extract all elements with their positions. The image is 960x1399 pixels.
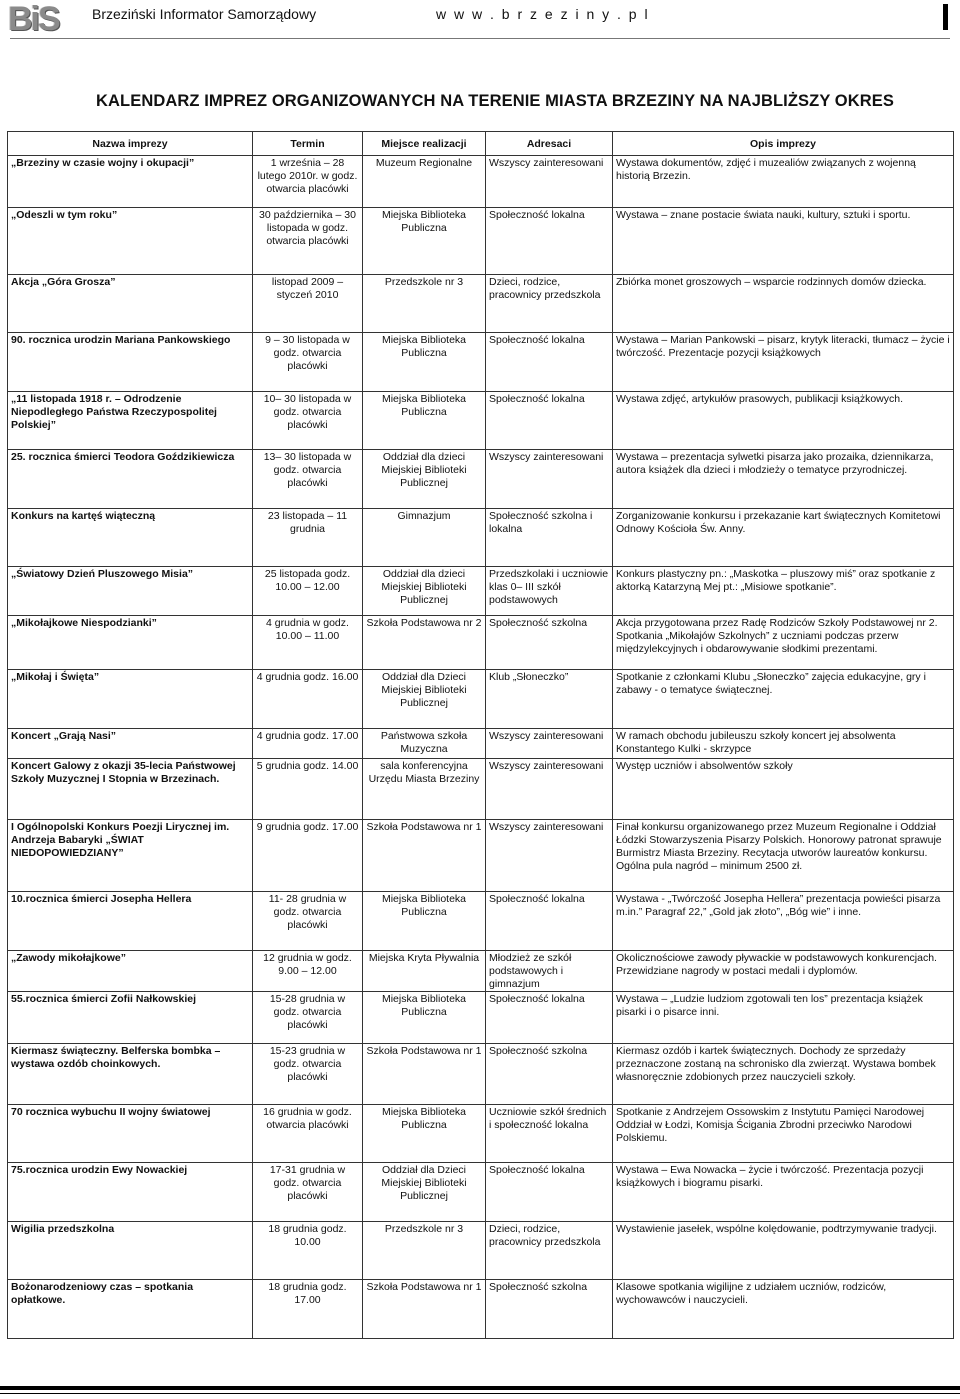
table-row [8, 275, 954, 333]
cell-name: „Mikołajkowe Niespodzianki” [8, 615, 253, 669]
site-url[interactable]: w w w . b r z e z i n y . p l [436, 6, 650, 22]
cell-name: Kiermasz świąteczny. Belferska bombka – wystawa ozdób choinkowych. [8, 1044, 253, 1105]
cell-name: Koncert „Grają Nasi” [8, 728, 253, 758]
cell-name: Bożonarodzeniowy czas – spotkania opłatkowe. [8, 1280, 253, 1339]
cell-name: „Brzeziny w czasie wojny i okupacji” [8, 156, 253, 208]
cell-desc: Wystawa dokumentów, zdjęć i muzealiów związanych z wojenną historią Brzezin. [613, 156, 954, 208]
cell-term: 23 listopada – 11 grudnia [253, 508, 363, 566]
table-row [8, 728, 954, 758]
table-row [8, 508, 954, 566]
table-row [8, 1163, 954, 1221]
footer-rule-thin [0, 1393, 960, 1394]
cell-who: Społeczność lokalna [486, 333, 613, 391]
cell-place: Oddział dla dzieci Miejskiej Biblioteki Publicznej [363, 567, 486, 615]
cell-who: Wszyscy zainteresowani [486, 156, 613, 208]
column-header-description: Opis imprezy [613, 132, 954, 156]
cell-term: 15-23 grudnia w godz. otwarcia placówki [253, 1044, 363, 1105]
cell-who: Społeczność lokalna [486, 991, 613, 1043]
table-row [8, 208, 954, 275]
header-divider [10, 38, 950, 39]
cell-who: Uczniowie szkół średnich i społeczność lokalna [486, 1104, 613, 1162]
bis-logo: BiS [8, 0, 59, 38]
cell-place: Miejska Kryta Pływalnia [363, 950, 486, 991]
cell-name: I Ogólnopolski Konkurs Poezji Lirycznej im. Andrzeja Babaryki „ŚWIAT NIEDOPOWIEDZIANY” [8, 819, 253, 892]
cell-desc: Spotkanie z członkami Klubu „Słoneczko” zajęcia edukacyjne, gry i zabawy - o tematyce świątecznej. [613, 670, 954, 728]
cell-term: 1 września – 28 lutego 2010r. w godz. otwarcia placówki [253, 156, 363, 208]
cell-who: Społeczność lokalna [486, 208, 613, 275]
cell-place: Oddział dla Dzieci Miejskiej Biblioteki Publicznej [363, 1163, 486, 1221]
cell-name: „Odeszli w tym roku” [8, 208, 253, 275]
cell-place: Przedszkole nr 3 [363, 1221, 486, 1279]
cell-term: 9 grudnia godz. 17.00 [253, 819, 363, 892]
column-header-place: Miejsce realizacji [363, 132, 486, 156]
cell-who: Dzieci, rodzice, pracownicy przedszkola [486, 1221, 613, 1279]
cell-desc: W ramach obchodu jubileuszu szkoły koncert jej absolwenta Konstantego Kulki - skrzypce [613, 728, 954, 758]
cell-desc: Wystawa - „Twórczość Josepha Hellera” prezentacja powieści pisarza m.in.” Paragraf 22,” „Gold jak złoto”, „Bóg wie” i inne. [613, 892, 954, 950]
header-bar [943, 4, 948, 30]
cell-desc: Okolicznościowe zawody pływackie w podstawowych konkurencjach. Przewidziane nagrody w postaci medali i dyplomów. [613, 950, 954, 991]
cell-term: 18 grudnia godz. 17.00 [253, 1280, 363, 1339]
cell-term: 5 grudnia godz. 14.00 [253, 759, 363, 820]
table-row [8, 1221, 954, 1279]
table-row [8, 333, 954, 391]
cell-place: Gimnazjum [363, 508, 486, 566]
cell-desc: Finał konkursu organizowanego przez Muzeum Regionalne i Oddział Łódzki Stowarzyszenia Pisarzy Polskich. Honorowy patronat sprawuje Burmistrz Miasta Brzeziny. Recytacja utworów laureatów konkursu. Ogólna pula nagród – minimum 2500 zł. [613, 819, 954, 892]
table-row [8, 819, 954, 892]
cell-place: Miejska Biblioteka Publiczna [363, 991, 486, 1043]
cell-desc: Wystawienie jasełek, wspólne kolędowanie, podtrzymywanie tradycji. [613, 1221, 954, 1279]
cell-name: „11 listopada 1918 r. – Odrodzenie Niepodległego Państwa Rzeczypospolitej Polskiej” [8, 391, 253, 449]
cell-place: Miejska Biblioteka Publiczna [363, 208, 486, 275]
cell-desc: Zbiórka monet groszowych – wsparcie rodzinnych domów dziecka. [613, 275, 954, 333]
cell-name: 90. rocznica urodzin Mariana Pankowskiego [8, 333, 253, 391]
cell-name: 25. rocznica śmierci Teodora Goździkiewicza [8, 450, 253, 508]
events-calendar-table [7, 131, 954, 1339]
cell-desc: Spotkanie z Andrzejem Ossowskim z Instytutu Pamięci Narodowej Oddział w Łodzi, Komisja Ścigania Zbrodni przeciwko Narodowi Polskiemu. [613, 1104, 954, 1162]
cell-term: 15-28 grudnia w godz. otwarcia placówki [253, 991, 363, 1043]
cell-who: Młodzież ze szkół podstawowych i gimnazjum [486, 950, 613, 991]
table-row [8, 670, 954, 728]
cell-who: Klub „Słoneczko” [486, 670, 613, 728]
cell-desc: Klasowe spotkania wigilijne z udziałem uczniów, rodziców, wychowawców i nauczycieli. [613, 1280, 954, 1339]
cell-term: 10– 30 listopada w godz. otwarcia placówki [253, 391, 363, 449]
cell-place: Miejska Biblioteka Publiczna [363, 1104, 486, 1162]
cell-desc: Wystawa – Ewa Nowacka – życie i twórczość. Prezentacja pozycji książkowych i biogramu pisarki. [613, 1163, 954, 1221]
cell-place: Miejska Biblioteka Publiczna [363, 391, 486, 449]
cell-term: 17-31 grudnia w godz. otwarcia placówki [253, 1163, 363, 1221]
cell-name: „Zawody mikołajkowe” [8, 950, 253, 991]
cell-place: Oddział dla dzieci Miejskiej Biblioteki Publicznej [363, 450, 486, 508]
cell-desc: Występ uczniów i absolwentów szkoły [613, 759, 954, 820]
cell-term: 16 grudnia w godz. otwarcia placówki [253, 1104, 363, 1162]
column-header-audience: Adresaci [486, 132, 613, 156]
table-row [8, 1104, 954, 1162]
cell-who: Wszyscy zainteresowani [486, 728, 613, 758]
cell-term: 12 grudnia w godz. 9.00 – 12.00 [253, 950, 363, 991]
table-row [8, 391, 954, 449]
cell-term: 30 października – 30 listopada w godz. otwarcia placówki [253, 208, 363, 275]
cell-who: Społeczność lokalna [486, 391, 613, 449]
cell-name: Konkurs na kartęś wiąteczną [8, 508, 253, 566]
cell-who: Społeczność szkolna [486, 615, 613, 669]
cell-place: Szkoła Podstawowa nr 1 [363, 819, 486, 892]
cell-name: 75.rocznica urodzin Ewy Nowackiej [8, 1163, 253, 1221]
cell-place: Państwowa szkoła Muzyczna [363, 728, 486, 758]
cell-place: sala konferencyjna Urzędu Miasta Brzeziny [363, 759, 486, 820]
cell-term: listopad 2009 – styczeń 2010 [253, 275, 363, 333]
page-title: KALENDARZ IMPREZ ORGANIZOWANYCH NA TERENIE MIASTA BRZEZINY NA NAJBLIŻSZY OKRES [96, 92, 894, 110]
table-row [8, 567, 954, 615]
table-header-row [8, 132, 954, 156]
page-header [0, 0, 960, 40]
table-row [8, 892, 954, 950]
table-row [8, 759, 954, 820]
cell-desc: Wystawa – znane postacie świata nauki, kultury, sztuki i sportu. [613, 208, 954, 275]
table-row [8, 950, 954, 991]
cell-who: Społeczność szkolna i lokalna [486, 508, 613, 566]
cell-place: Miejska Biblioteka Publiczna [363, 333, 486, 391]
cell-place: Szkoła Podstawowa nr 1 [363, 1044, 486, 1105]
cell-term: 9 – 30 listopada w godz. otwarcia placówki [253, 333, 363, 391]
cell-desc: Konkurs plastyczny pn.: „Maskotka – pluszowy miś” oraz spotkanie z aktorką Katarzyną Mej pt.: „Misiowe spotkanie”. [613, 567, 954, 615]
cell-who: Wszyscy zainteresowani [486, 759, 613, 820]
cell-desc: Akcja przygotowana przez Radę Rodziców Szkoły Podstawowej nr 2. Spotkania „Mikołajów Szkolnych” z uczniami podczas przerw międzylekcyjnych i obdarowywanie słodkimi prezentami. [613, 615, 954, 669]
cell-place: Przedszkole nr 3 [363, 275, 486, 333]
table-row [8, 1044, 954, 1105]
cell-name: Koncert Galowy z okazji 35-lecia Państwowej Szkoły Muzycznej I Stopnia w Brzezinach. [8, 759, 253, 820]
cell-name: 10.rocznica śmierci Josepha Hellera [8, 892, 253, 950]
column-header-term: Termin [253, 132, 363, 156]
cell-term: 11- 28 grudnia w godz. otwarcia placówki [253, 892, 363, 950]
table-row [8, 450, 954, 508]
table-row [8, 156, 954, 208]
cell-name: 55.rocznica śmierci Zofii Nałkowskiej [8, 991, 253, 1043]
cell-name: „Mikołaj i Święta” [8, 670, 253, 728]
cell-desc: Wystawa – „Ludzie ludziom zgotowali ten los” prezentacja książek pisarki i o pisarce inni. [613, 991, 954, 1043]
table-row [8, 615, 954, 669]
cell-desc: Wystawa – prezentacja sylwetki pisarza jako prozaika, dziennikarza, autora książek dla dzieci i młodzieży o tematyce przyrodniczej. [613, 450, 954, 508]
cell-who: Wszyscy zainteresowani [486, 819, 613, 892]
cell-term: 4 grudnia w godz. 10.00 – 11.00 [253, 615, 363, 669]
cell-place: Szkoła Podstawowa nr 2 [363, 615, 486, 669]
cell-desc: Wystawa zdjęć, artykułów prasowych, publikacji książkowych. [613, 391, 954, 449]
cell-place: Muzeum Regionalne [363, 156, 486, 208]
cell-who: Społeczność szkolna [486, 1280, 613, 1339]
cell-desc: Zorganizowanie konkursu i przekazanie kart świątecznych Komitetowi Odnowy Kościoła Św. Anny. [613, 508, 954, 566]
cell-desc: Wystawa – Marian Pankowski – pisarz, krytyk literacki, tłumacz – życie i twórczość. Prezentacje pozycji książkowych [613, 333, 954, 391]
cell-term: 25 listopada godz. 10.00 – 12.00 [253, 567, 363, 615]
cell-who: Społeczność lokalna [486, 892, 613, 950]
cell-place: Szkoła Podstawowa nr 1 [363, 1280, 486, 1339]
cell-who: Dzieci, rodzice, pracownicy przedszkola [486, 275, 613, 333]
cell-who: Wszyscy zainteresowani [486, 450, 613, 508]
cell-term: 4 grudnia godz. 16.00 [253, 670, 363, 728]
publication-name: Brzeziński Informator Samorządowy [92, 6, 317, 22]
cell-name: Wigilia przedszkolna [8, 1221, 253, 1279]
cell-term: 13– 30 listopada w godz. otwarcia placówki [253, 450, 363, 508]
cell-who: Przedszkolaki i uczniowie klas 0– III szkół podstawowych [486, 567, 613, 615]
cell-who: Społeczność lokalna [486, 1163, 613, 1221]
cell-name: 70 rocznica wybuchu II wojny światowej [8, 1104, 253, 1162]
table-row [8, 991, 954, 1043]
cell-name: Akcja „Góra Grosza” [8, 275, 253, 333]
cell-place: Miejska Biblioteka Publiczna [363, 892, 486, 950]
cell-place: Oddział dla Dzieci Miejskiej Biblioteki Publicznej [363, 670, 486, 728]
cell-name: „Światowy Dzień Pluszowego Misia” [8, 567, 253, 615]
column-header-name: Nazwa imprezy [8, 132, 253, 156]
cell-who: Społeczność szkolna [486, 1044, 613, 1105]
cell-desc: Kiermasz ozdób i kartek świątecznych. Dochody ze sprzedaży przeznaczone zostaną na schronisko dla zwierząt. Wystawa bombek własnoręcznie zdobionych przez nauczycieli szkoły. [613, 1044, 954, 1105]
table-row [8, 1280, 954, 1339]
cell-term: 18 grudnia godz. 10.00 [253, 1221, 363, 1279]
footer-rule [0, 1386, 960, 1390]
cell-term: 4 grudnia godz. 17.00 [253, 728, 363, 758]
